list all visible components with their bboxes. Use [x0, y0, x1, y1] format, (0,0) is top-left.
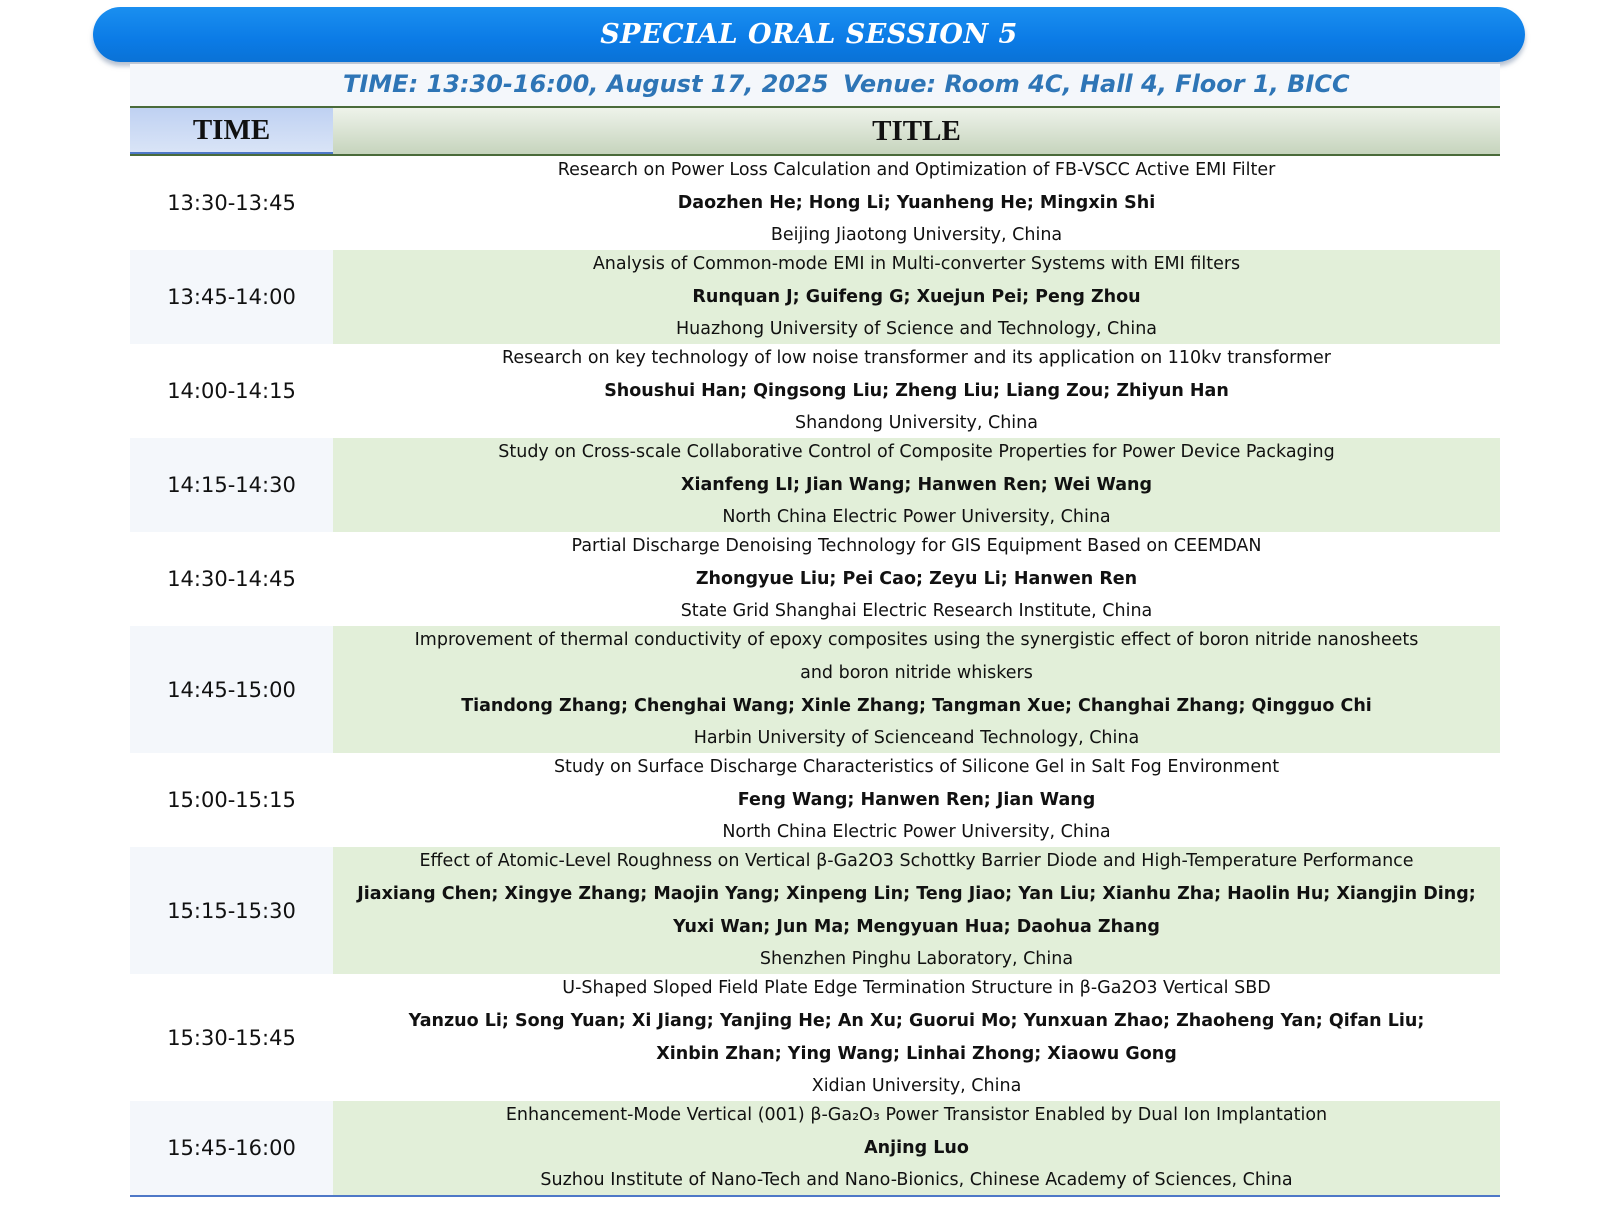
table-row	[130, 626, 1500, 753]
paper-title: Improvement of thermal conductivity of epoxy composites using the synergistic effect of boron nitride nanosheets	[414, 630, 1419, 651]
table-row	[130, 753, 1500, 847]
paper-title-continued: and boron nitride whiskers	[800, 662, 1033, 683]
time-slot: 13:30-13:45	[130, 156, 333, 250]
time-slot: 15:15-15:30	[130, 847, 333, 974]
paper-authors: Yanzuo Li; Song Yuan; Xi Jiang; Yanjing He; An Xu; Guorui Mo; Yunxuan Zhao; Zhaoheng Yan; Qifan Liu;	[408, 1010, 1425, 1031]
time-column-header	[130, 108, 333, 154]
table-row	[130, 250, 1500, 344]
paper-authors-continued: Xinbin Zhan; Ying Wang; Linhai Zhong; Xiaowu Gong	[656, 1043, 1177, 1064]
table-row	[130, 847, 1500, 974]
paper-affiliation: Harbin University of Scienceand Technology, China	[693, 728, 1140, 749]
paper-title: Study on Surface Discharge Characteristics of Silicone Gel in Salt Fog Environment	[553, 757, 1280, 778]
paper-info	[333, 626, 1500, 753]
paper-authors-continued: Yuxi Wan; Jun Ma; Mengyuan Hua; Daohua Zhang	[673, 916, 1160, 937]
time-slot: 13:45-14:00	[130, 250, 333, 344]
time-slot: 14:00-14:15	[130, 344, 333, 438]
paper-authors: Daozhen He; Hong Li; Yuanheng He; Mingxin Shi	[677, 192, 1156, 213]
paper-info	[333, 847, 1500, 974]
paper-authors: Anjing Luo	[864, 1137, 969, 1158]
paper-affiliation: Shandong University, China	[795, 413, 1038, 434]
table-row	[130, 1101, 1500, 1195]
time-slot: 15:30-15:45	[130, 974, 333, 1101]
paper-info	[333, 156, 1500, 250]
paper-info	[333, 250, 1500, 344]
paper-title: Study on Cross-scale Collaborative Control of Composite Properties for Power Device Packaging	[498, 442, 1335, 463]
paper-title: Partial Discharge Denoising Technology for GIS Equipment Based on CEEMDAN	[571, 536, 1262, 557]
paper-info	[333, 974, 1500, 1101]
schedule-table	[130, 156, 1500, 1197]
paper-affiliation: Suzhou Institute of Nano-Tech and Nano-Bionics, Chinese Academy of Sciences, China	[540, 1170, 1293, 1191]
paper-affiliation: Beijing Jiaotong University, China	[770, 225, 1063, 246]
time-slot: 14:15-14:30	[130, 438, 333, 532]
session-venue: Venue: Room 4C, Hall 4, Floor 1, BICC	[843, 70, 1350, 98]
time-slot: 14:45-15:00	[130, 626, 333, 753]
paper-title: Enhancement-Mode Vertical (001) β-Ga₂O₃ Power Transistor Enabled by Dual Ion Implantation	[505, 1105, 1328, 1126]
paper-title: U-Shaped Sloped Field Plate Edge Termination Structure in β-Ga2O3 Vertical SBD	[562, 978, 1271, 999]
table-row	[130, 438, 1500, 532]
paper-authors: Runquan J; Guifeng G; Xuejun Pei; Peng Zhou	[692, 286, 1141, 307]
table-row	[130, 974, 1500, 1101]
paper-authors: Shoushui Han; Qingsong Liu; Zheng Liu; Liang Zou; Zhiyun Han	[604, 380, 1229, 401]
paper-affiliation: North China Electric Power University, China	[722, 822, 1111, 843]
paper-authors: Xianfeng LI; Jian Wang; Hanwen Ren; Wei Wang	[680, 474, 1152, 495]
paper-authors: Jiaxiang Chen; Xingye Zhang; Maojin Yang; Xinpeng Lin; Teng Jiao; Yan Liu; Xianhu Zha; Haolin Hu; Xiangjin Ding;	[357, 883, 1476, 904]
paper-info	[333, 753, 1500, 847]
session-info-row	[130, 64, 1500, 108]
paper-title: Research on key technology of low noise transformer and its application on 110kv transformer	[502, 348, 1331, 369]
time-slot: 14:30-14:45	[130, 532, 333, 626]
table-header	[130, 108, 1500, 156]
session-title: SPECIAL ORAL SESSION 5	[600, 19, 1018, 50]
table-row	[130, 156, 1500, 250]
paper-affiliation: Shenzhen Pinghu Laboratory, China	[759, 949, 1074, 970]
paper-title: Effect of Atomic-Level Roughness on Vertical β-Ga2O3 Schottky Barrier Diode and High-Temperature Performance	[419, 851, 1414, 872]
paper-affiliation: North China Electric Power University, China	[722, 507, 1111, 528]
table-row	[130, 532, 1500, 626]
paper-info	[333, 1101, 1500, 1195]
paper-info	[333, 532, 1500, 626]
paper-authors: Feng Wang; Hanwen Ren; Jian Wang	[737, 789, 1096, 810]
paper-affiliation: Xidian University, China	[811, 1076, 1022, 1097]
session-time: TIME: 13:30-16:00, August 17, 2025	[343, 70, 829, 98]
paper-info	[333, 344, 1500, 438]
paper-authors: Zhongyue Liu; Pei Cao; Zeyu Li; Hanwen Ren	[695, 568, 1138, 589]
paper-affiliation: Huazhong University of Science and Technology, China	[675, 319, 1158, 340]
table-row	[130, 344, 1500, 438]
title-column-header	[333, 108, 1500, 154]
paper-affiliation: State Grid Shanghai Electric Research Institute, China	[680, 601, 1153, 622]
paper-authors: Tiandong Zhang; Chenghai Wang; Xinle Zhang; Tangman Xue; Changhai Zhang; Qingguo Chi	[461, 695, 1372, 716]
session-banner	[93, 7, 1525, 62]
time-slot: 15:00-15:15	[130, 753, 333, 847]
paper-title: Research on Power Loss Calculation and Optimization of FB-VSCC Active EMI Filter	[557, 160, 1276, 181]
time-slot: 15:45-16:00	[130, 1101, 333, 1195]
time-column-label: TIME	[192, 113, 271, 146]
paper-title: Analysis of Common-mode EMI in Multi-converter Systems with EMI filters	[592, 254, 1241, 275]
paper-info	[333, 438, 1500, 532]
title-column-label: TITLE	[872, 114, 961, 147]
